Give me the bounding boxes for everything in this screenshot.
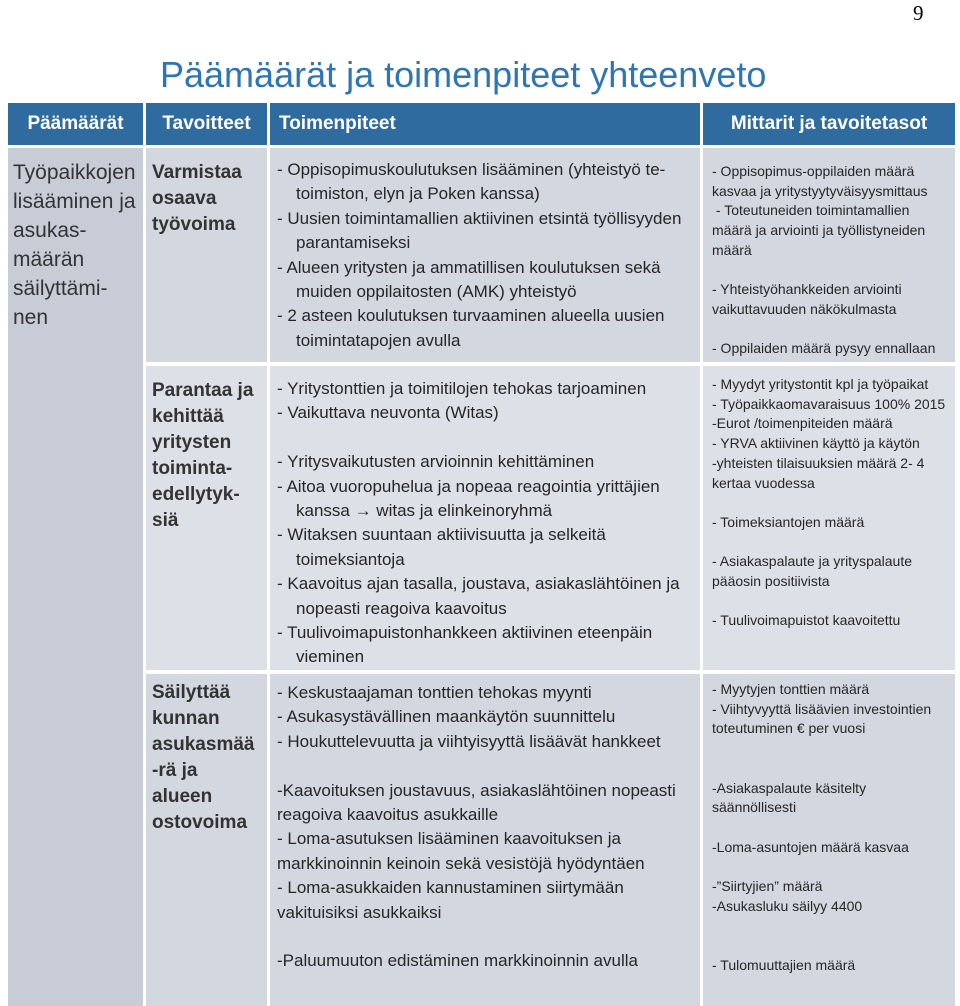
measure-line: määrä ja arviointi ja työllistyneiden (712, 222, 926, 239)
measure-line: määrä (712, 241, 752, 258)
objective-line: osaava (152, 188, 217, 209)
goal-line: lisääminen ja (13, 190, 136, 213)
measure-line: pääosin positiivista (712, 573, 830, 589)
measure-line: -Asukasluku säilyy 4400 (712, 897, 863, 914)
action-line: - Oppisopimuskoulutuksen lisääminen (yhteistyö te- (277, 160, 666, 179)
action-line: - Keskustaajaman tonttien tehokas myynti (277, 683, 592, 702)
action-line: nopeasti reagoiva kaavoitus (296, 598, 507, 618)
measure-line: - Oppisopimus-oppilaiden määrä (712, 163, 915, 179)
action-line: - Alueen yritysten ja ammatillisen koulutuksen sekä (277, 257, 661, 277)
action-line: - Loma-asukkaiden kannustaminen siirtymään (277, 878, 624, 898)
action-line: - 2 asteen koulutuksen turvaaminen alueella uusien (277, 306, 665, 326)
measure-line: vaikuttavuuden näkökulmasta (712, 300, 897, 317)
measures-cell (703, 366, 955, 670)
action-line: vakituisiksi asukkaiksi (277, 902, 442, 922)
measure-line: - Asiakaspalaute ja yrityspalaute (712, 553, 912, 570)
header-objectives: Tavoitteet (146, 103, 267, 145)
measure-line: kertaa vuodessa (712, 474, 815, 491)
measure-line: -Eurot /toimenpiteiden määrä (712, 415, 893, 432)
objective-line: asukasmää (152, 734, 255, 755)
goal-line: määrän (13, 248, 85, 271)
action-line: muiden oppilaitosten (AMK) yhteistyö (296, 282, 577, 302)
action-line: - Uusien toimintamallien aktiivinen etsintä työllisyyden (277, 208, 682, 228)
measure-line: - Tulomuuttajien määrä (712, 956, 856, 973)
objective-line: alueen (152, 786, 213, 807)
objective-line: -rä ja (152, 760, 198, 781)
measure-line: -Loma-asuntojen määrä kasvaa (712, 838, 909, 855)
action-line: -Kaavoituksen joustavuus, asiakaslähtöinen nopeasti (277, 780, 676, 800)
goal-cell (8, 148, 143, 1006)
actions-cell (270, 674, 700, 1006)
action-line: toimeksiantoja (296, 549, 405, 569)
objective-line: Parantaa ja (152, 380, 254, 401)
measure-line: toteutuminen € per vuosi (712, 720, 866, 737)
header-measures: Mittarit ja tavoitetasot (703, 103, 955, 145)
action-line: toimiston, elyn ja Poken kanssa) (296, 184, 540, 204)
objective-cell (146, 366, 267, 670)
action-line: -Paluumuuton edistäminen markkinoinnin avulla (277, 951, 638, 971)
objective-line: Säilyttää (152, 682, 231, 703)
action-line: - Yritysvaikutusten arvioinnin kehittäminen (277, 452, 595, 472)
measure-line: - Tuulivoimapuistot kaavoitettu (712, 612, 901, 629)
action-line: - Witaksen suuntaan aktiivisuutta ja selkeitä (277, 525, 606, 545)
action-line: markkinoinnin keinoin sekä vesistöjä hyödyntäen (277, 853, 645, 873)
page-number: 9 (913, 1, 924, 25)
measures-cell (703, 148, 955, 362)
objective-line: yritysten (152, 432, 232, 453)
actions-cell (270, 366, 700, 670)
measure-line: - YRVA aktiivinen käyttö ja käytön (712, 435, 920, 452)
objective-line: työvoima (152, 214, 236, 235)
action-line: - Kaavoitus ajan tasalla, joustava, asiakaslähtöinen ja (277, 574, 680, 594)
objective-line: Varmistaa (152, 162, 242, 183)
objective-cell (146, 674, 267, 1006)
measure-line: - Toimeksiantojen määrä (712, 513, 865, 530)
measure-line: -”Siirtyjien” määrä (712, 877, 823, 894)
action-line: - Houkuttelevuutta ja viihtyisyyttä lisäävät hankkeet (277, 731, 661, 751)
measure-line: - Toteutuneiden toimintamallien (712, 202, 910, 219)
measure-line: - Myydyt yritystontit kpl ja työpaikat (712, 376, 929, 392)
measure-line: -yhteisten tilaisuuksien määrä 2- 4 (712, 454, 925, 471)
measure-line: säännöllisesti (712, 799, 797, 816)
action-line: parantamiseksi (296, 233, 411, 253)
action-line: - Aitoa vuoropuhelua ja nopeaa reagointia yrittäjien (277, 476, 660, 496)
header-actions: Toimenpiteet (270, 103, 700, 145)
objective-cell (146, 148, 267, 362)
action-line: - Vaikuttava neuvonta (Witas) (277, 403, 499, 423)
objective-line: toiminta- (152, 458, 233, 479)
action-line: - Loma-asutuksen lisääminen kaavoituksen ja (277, 829, 621, 849)
action-line: toimintatapojen avulla (296, 330, 461, 350)
measures-cell (703, 674, 955, 1006)
action-line: kanssa → witas ja elinkeinoryhmä (296, 501, 553, 521)
actions-cell (270, 148, 700, 362)
header-goals: Päämäärät (8, 103, 143, 145)
objective-line: edellytyk- (152, 484, 240, 505)
measure-line: - Työpaikkaomavaraisuus 100% 2015 (712, 395, 946, 412)
action-line: - Asukasystävällinen maankäytön suunnittelu (277, 707, 616, 727)
goal-line: Työpaikkojen (13, 161, 136, 184)
measure-line: - Yhteistyöhankkeiden arviointi (712, 281, 902, 298)
measure-line: - Viihtyvyyttä lisäävien investointien (712, 700, 932, 717)
goal-line: nen (13, 306, 49, 329)
objective-line: kunnan (152, 708, 220, 729)
page-title: Päämäärät ja toimenpiteet yhteenveto (160, 54, 767, 95)
measure-line: - Myytyjen tonttien määrä (712, 681, 870, 697)
action-line: vieminen (296, 647, 365, 667)
objective-line: kehittää (152, 406, 224, 427)
goal-line: säilyttämi- (13, 277, 108, 300)
measure-line: kasvaa ja yritystyytyväisyysmittaus (712, 182, 928, 199)
measure-line: - Oppilaiden määrä pysyy ennallaan (712, 340, 936, 357)
objective-line: ostovoima (152, 812, 248, 833)
objective-line: siä (152, 510, 179, 531)
action-line: - Tuulivoimapuistonhankkeen aktiivinen eteenpäin (277, 623, 653, 643)
action-line: reagoiva kaavoitus asukkaille (277, 805, 499, 825)
measure-line: -Asiakaspalaute käsitelty (712, 779, 867, 796)
goal-line: asukas- (13, 219, 87, 242)
action-line: - Yritystonttien ja toimitilojen tehokas tarjoaminen (277, 379, 647, 398)
